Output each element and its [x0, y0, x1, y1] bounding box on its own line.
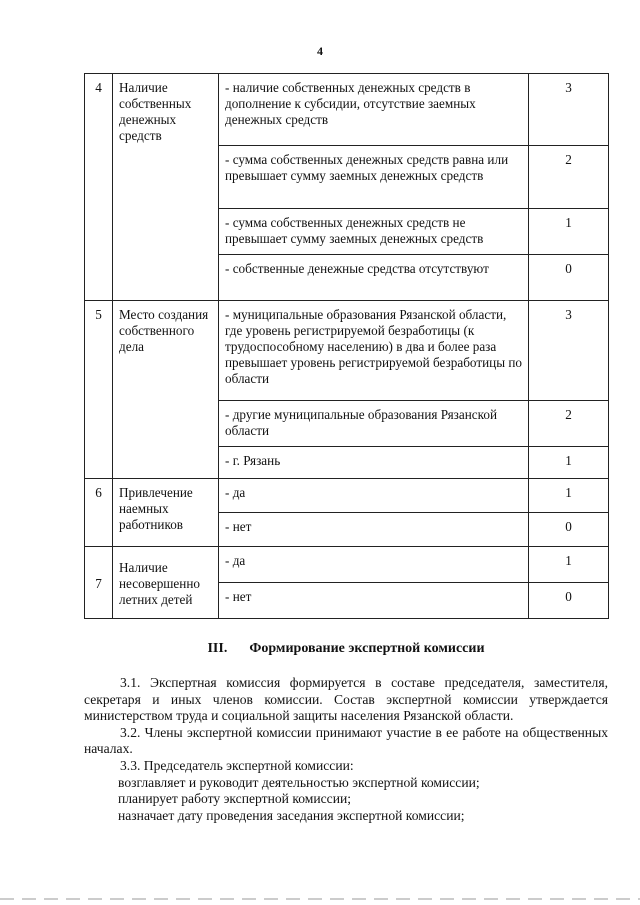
criterion-number: 6	[85, 479, 113, 547]
criterion-score: 3	[529, 74, 609, 146]
criterion-score: 2	[529, 401, 609, 447]
table-row	[85, 301, 609, 401]
body-text	[84, 675, 608, 824]
list-item: возглавляет и руководит деятельностью экспертной комиссии;	[118, 774, 480, 790]
criterion-condition: - наличие собственных денежных средств в дополнение к субсидии, отсутствие заемных денежных средств	[219, 74, 529, 146]
criterion-score: 1	[529, 479, 609, 513]
section-heading	[84, 641, 608, 657]
criterion-score: 1	[529, 447, 609, 479]
criteria-table	[84, 73, 609, 619]
list-item: назначает дату проведения заседания экспертной комиссии;	[118, 807, 465, 823]
criterion-score: 2	[529, 146, 609, 209]
criterion-score: 0	[529, 583, 609, 619]
criterion-name: Наличие собственных денежных средств	[113, 74, 219, 301]
table-row	[85, 479, 609, 513]
criterion-condition: - муниципальные образования Рязанской области, где уровень регистрируемой безработицы (к трудоспособному населению) в два и более раза превышает уровень регистрируемой безработицы по области	[219, 301, 529, 401]
criterion-condition: - сумма собственных денежных средств не превышает сумму заемных денежных средств	[219, 209, 529, 255]
criterion-condition: - собственные денежные средства отсутствуют	[219, 255, 529, 301]
criterion-score: 0	[529, 255, 609, 301]
criterion-number: 4	[85, 74, 113, 301]
criterion-condition: - нет	[219, 513, 529, 547]
criterion-condition: - да	[219, 547, 529, 583]
criterion-number: 5	[85, 301, 113, 479]
page-number: 4	[317, 44, 323, 58]
paragraph: 3.3. Председатель экспертной комиссии:	[120, 757, 354, 773]
criterion-condition: - г. Рязань	[219, 447, 529, 479]
criteria-table-body	[85, 74, 609, 619]
table-row	[85, 547, 609, 583]
table-row	[85, 74, 609, 146]
section-title: Формирование экспертной комиссии	[249, 641, 485, 656]
criterion-number: 7	[85, 547, 113, 619]
criterion-condition: - да	[219, 479, 529, 513]
criterion-condition: - другие муниципальные образования Рязанской области	[219, 401, 529, 447]
criterion-condition: - нет	[219, 583, 529, 619]
criterion-name: Привлечение наемных работников	[113, 479, 219, 547]
criterion-name: Наличие несовершенно летних детей	[113, 547, 219, 619]
criterion-score: 3	[529, 301, 609, 401]
paragraph: 3.2. Члены экспертной комиссии принимают участие в ее работе на общественных началах.	[84, 724, 608, 757]
criterion-condition: - сумма собственных денежных средств равна или превышает сумму заемных денежных средств	[219, 146, 529, 209]
scan-artifact	[0, 898, 640, 900]
section-number: III.	[207, 641, 228, 656]
list-item: планирует работу экспертной комиссии;	[118, 791, 352, 807]
criterion-score: 1	[529, 209, 609, 255]
criterion-score: 1	[529, 547, 609, 583]
criterion-score: 0	[529, 513, 609, 547]
criterion-name: Место создания собственного дела	[113, 301, 219, 479]
paragraph: 3.1. Экспертная комиссия формируется в составе председателя, заместителя, секретаря и иных членов комиссии. Состав экспертной комиссии утверждается министерством труда и социальной защиты населения Рязанской области.	[84, 675, 608, 724]
